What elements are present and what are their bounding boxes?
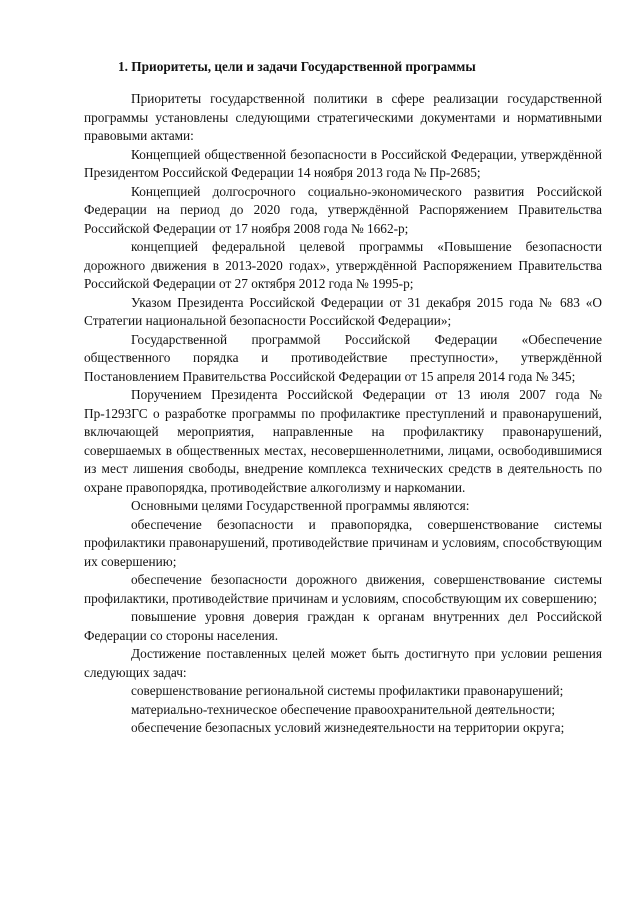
paragraph-task-3: обеспечение безопасных условий жизнедеятельности на территории округа; [131, 720, 565, 735]
paragraph-goal-1: обеспечение безопасности и правопорядка, совершенствование системы профилактики правонарушений, противодействие причинам и условиям, способствующим их совершению; [84, 516, 602, 569]
section-heading: 1. Приоритеты, цели и задачи Государственной программы [118, 59, 476, 74]
paragraph-concept-public-safety: Концепцией общественной безопасности в Российской Федерации, утверждённой Президентом Российской Федерации 14 ноября 2013 года № Пр-2685; [84, 146, 602, 180]
paragraph-road-safety-program: концепцией федеральной целевой программы «Повышение безопасности дорожного движения в 2013-2020 годах», утверждённой Распоряжением Правительства Российской Федерации от 27 октября 2012 года № 1995-р; [84, 239, 602, 291]
paragraph-goal-3: повышение уровня доверия граждан к органам внутренних дел Российской Федерации со стороны населения. [84, 609, 602, 643]
paragraph-goals-intro: Основными целями Государственной программы являются: [131, 498, 470, 513]
paragraph-task-1: совершенствование региональной системы профилактики правонарушений; [131, 683, 564, 698]
paragraph-intro: Приоритеты государственной политики в сфере реализации государственной программы установлены следующими стратегическими документами и нормативными правовыми актами: [84, 91, 602, 143]
paragraph-national-security-decree: Указом Президента Российской Федерации от 31 декабря 2015 года № 683 «О Стратегии национальной безопасности Российской Федерации»; [84, 294, 602, 328]
paragraph-tasks-intro: Достижение поставленных целей может быть достигнуто при условии решения следующих задач: [84, 646, 602, 680]
paragraph-state-program-public-order: Государственной программой Российской Федерации «Обеспечение общественного порядка и противодействие преступности», утверждённой Постановлением Правительства Российской Федерации от 15 апреля 2014 года № 345; [84, 331, 602, 384]
paragraph-concept-long-term-development: Концепцией долгосрочного социально-экономического развития Российской Федерации на период до 2020 года, утверждённой Распоряжением Правительства Российской Федерации от 17 ноября 2008 года № 1662-р; [84, 183, 602, 236]
document-page [84, 58, 602, 738]
paragraph-task-2: материально-техническое обеспечение правоохранительной деятельности; [131, 701, 556, 717]
paragraph-goal-2: обеспечение безопасности дорожного движения, совершенствование системы профилактики, противодействие причинам и условиям, способствующим их совершению; [84, 572, 602, 606]
paragraph-presidential-order: Поручением Президента Российской Федерации от 13 июля 2007 года № Пр-1293ГС о разработке программы по профилактике преступлений и правонарушений, включающей мероприятия, направленные на профилактику правонарушений, совершаемых в общественных местах, несовершеннолетними, лицами, освободившимися из мест лишения свободы, внедрение комплекса технических средств в деятельность по охране правопорядка, противодействие алкоголизму и наркомании. [84, 387, 602, 495]
